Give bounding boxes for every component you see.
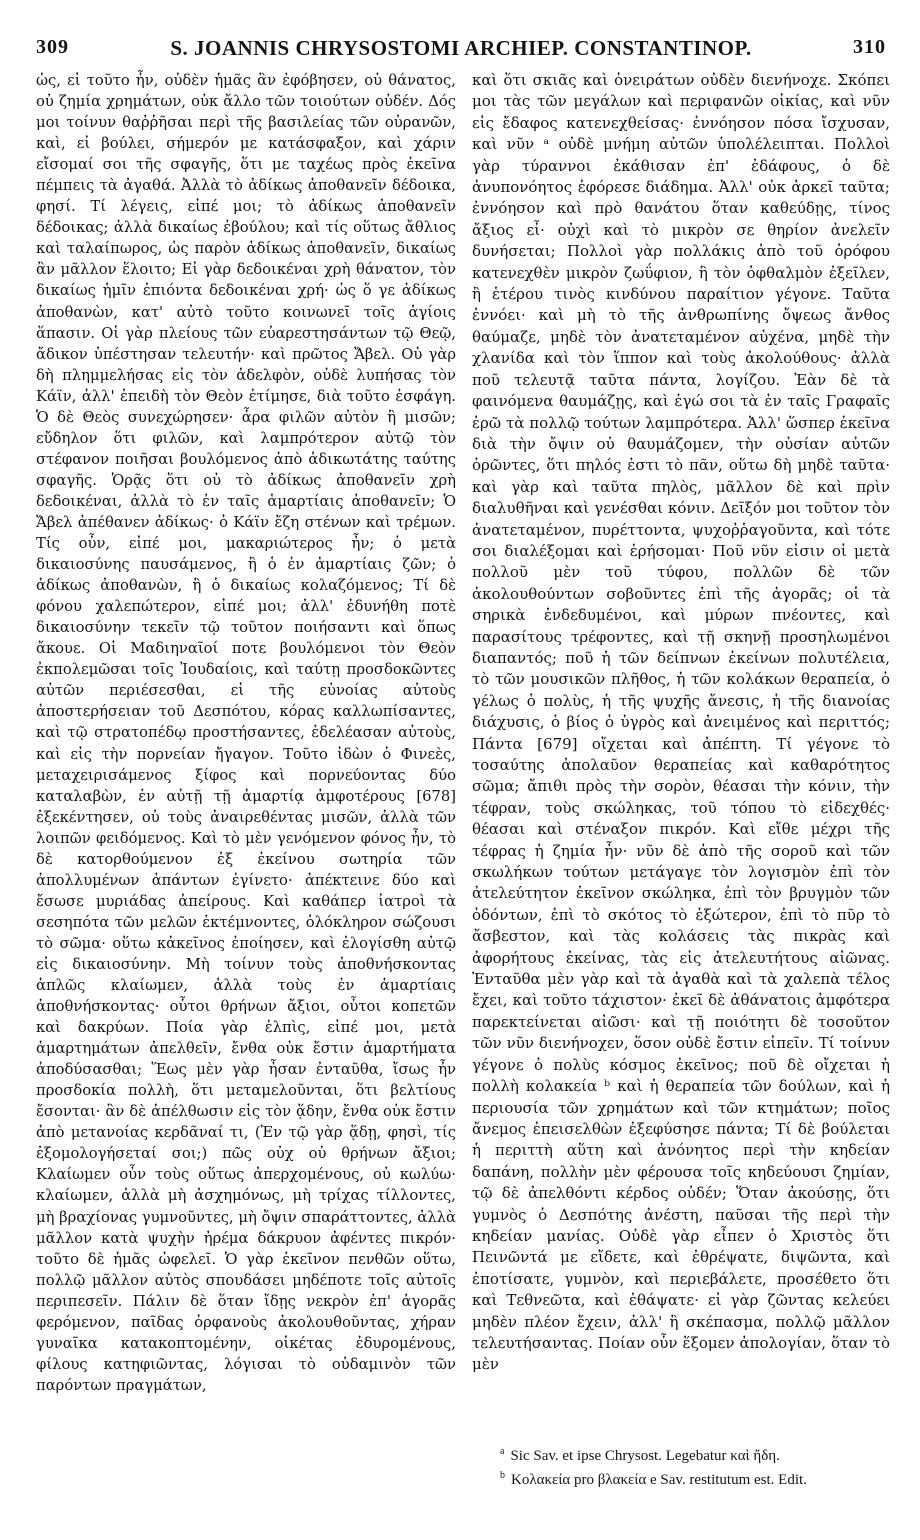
- footnote-mark: b: [500, 1470, 505, 1481]
- right-column-text: καὶ ὅτι σκιᾶς καὶ ὀνειράτων οὐδὲν διενήνοχε. Σκόπει μοι τὰς τῶν μεγάλων καὶ περιφανῶν οἰκίας, καὶ νῦν εἰς ἔδαφος κατενεχθείσας· ἐννόησον πόσα ἴσχυσαν, καὶ νῦν ᵃ οὐδὲ μνήμη αὐτῶν ὑπολέλειπται. Πολλοὶ γὰρ τύραννοι ἐκάθισαν ἐπ' ἐδάφους, ὁ δὲ ἀνυπονόητος ἐφόρεσε διάδημα. Ἀλλ' οὐκ ἀρκεῖ ταῦτα; ἐννόησον καὶ πρὸ θανάτου ὅταν καθεύδῃς, τίνος ἄξιος εἶ· οὐχὶ καὶ τὸ μικρὸν σε θηρίον ἀνελεῖν δυνήσεται; Πολλοὶ γὰρ πολλάκις ἀπὸ τοῦ ὀρόφου κατενεχθὲν μικρὸν ζωΰφιον, ἢ τὸν ὀφθαλμὸν ἐξεῖλεν, ἢ ἑτέρου τινὸς κινδύνου παραίτιον γέγονε. Ταῦτα ἐννόει· καὶ μὴ τὸ τῆς ἀνθρωπίνης ὄψεως ἄνθος θαύμαζε, μηδὲ τὸν ἀνατεταμένον αὐχένα, μηδὲ τὴν χλανίδα καὶ τὸν ἵππον καὶ τοὺς ἀκολούθους· ἀλλὰ ποῦ τελευτᾷ ταῦτα πάντα, λογίζου. Ἐὰν δὲ τὰ φαινόμενα θαυμάζῃς, καὶ ἐγώ σοι τὰ ἐν ταῖς Γραφαῖς ἐρῶ τὰ πολλῷ τούτων λαμπρότερα. Ἀλλ' ὥσπερ ἐκεῖνα διὰ τὴν ὄψιν οὐ θαυμάζομεν, τὴν οὐσίαν αὐτῶν ὁρῶντες, ὅτι πηλός ἐστι τὸ πᾶν, οὕτω δὴ μηδὲ ταῦτα· καὶ γὰρ καὶ ταῦτα πηλὸς, μᾶλλον δὲ καὶ πρὶν διαλυθῆναι καὶ γενέσθαι κόνιν. Δεῖξόν μοι τοῦτον τὸν ἀνατεταμένον, πυρέττοντα, ψυχοῤῥαγοῦντα, καὶ τότε σοι διαλέξομαι καὶ ἐρήσομαι· Ποῦ νῦν εἰσιν οἱ μετὰ πολλοῦ μὲν τοῦ τύφου, πολλῶν δὲ τῶν ἀκολουθούντων σοβοῦντες ἐπὶ τῆς ἀγορᾶς; οἱ τὰ σηρικὰ ἐνδεδυμένοι, καὶ μύρων πνέοντες, καὶ παρασίτους τρέφοντες, καὶ τῇ σκηνῇ προσηλωμένοι διαπαντός; ποῦ ἡ τῶν δείπνων ἐκείνων πολυτέλεια, τὸ τῶν μουσικῶν πλῆθος, ἡ τῶν κολάκων θεραπεία, ὁ γέλως ὁ πολὺς, ἡ τῆς ψυχῆς ἄνεσις, ἡ τῆς διανοίας διάχυσις, ὁ βίος ὁ ὑγρὸς καὶ ἀνειμένος καὶ περιττός; Πάντα [679] οἴχεται καὶ ἀπέπτη. Τί γέγονε τὸ τοσαύτης ἀπολαῦον θεραπείας καὶ καθαρότητος σῶμα; ἄπιθι πρὸς τὴν σορὸν, θέασαι τὴν κόνιν, τὴν τέφραν, τοὺς σκώληκας, τοῦ τόπου τὸ εἰδεχθές· θέασαι καὶ στέναξον πικρόν. Καὶ εἴθε μέχρι τῆς τέφρας ἡ ζημία ἦν· νῦν δὲ ἀπὸ τῆς σοροῦ καὶ τῶν σκωλήκων τούτων μετάγαγε τὸν λογισμὸν ἐπὶ τὸν ἀτελεύτητον ἐκεῖνον σκώληκα, ἐπὶ τὸν βρυγμὸν τῶν ὀδόντων, ἐπὶ τὸ σκότος τὸ ἐξώτερον, ἐπὶ τὸ πῦρ τὸ ἄσβεστον, καὶ τὰς κολάσεις τὰς πικρὰς καὶ ἀφορήτους ἐκείνας, τὰς εἰς ἀτελευτήτους αἰῶνας. Ἐνταῦθα μὲν γὰρ καὶ τὰ ἀγαθὰ καὶ τὰ χαλεπὰ τέλος ἔχει, καὶ τοῦτο τάχιστον· ἐκεῖ δὲ ἀθάνατοις ἀμφότερα παρεκτείνεται αἰῶσι· καὶ τῇ ποιότητι δὲ τοσοῦτον τῶν νῦν διενήνοχεν, ὅσον οὐδὲ ἔστιν εἰπεῖν. Τί τοίνυν γέγονε ὁ πολὺς κόσμος ἐκεῖνος; ποῦ δὲ οἴχεται ἡ πολλὴ κολακεία ᵇ καὶ ἡ θεραπεία τῶν δούλων, καὶ ἡ περιουσία τῶν χρημάτων καὶ τῶν κτημάτων; ποῖος ἄνεμος ἐπεισελθὼν ἐξεφύσησε πάντα; Τί δὲ βούλεται ἡ περιττὴ αὕτη καὶ ἀνόνητος περὶ τὴν κηδείαν δαπάνη, πολλὴν μὲν φέρουσα τοῖς κηδεύουσι ζημίαν, τῷ δὲ ἀπελθόντι κέρδος οὐδέν; Ὅταν ἀκούσῃς, ὅτι γυμνὸς ὁ Δεσπότης ἀνέστη, παῦσαι τῆς περὶ τὴν κηδείαν μανίας. Οὐδὲ γὰρ εἶπεν ὁ Χριστὸς ὅτι Πεινῶντά με εἴδετε, καὶ ἐθρέψατε, διψῶντα, καὶ ἐποτίσατε, γυμνὸν, καὶ περιεβάλετε, προσέθετο ὅτι καὶ Τεθνεῶτα, καὶ ἐθάψατε· εἰ γὰρ ζῶντας κελεύει μηδὲν πλέον ἔχειν, ἀλλ' ἢ σκέπασμα, πολλῷ μᾶλλον τελευτήσαντας. Ποίαν οὖν ἕξομεν ἀπολογίαν, ὅταν τὸ μὲν: [472, 71, 890, 1374]
- footnotes: [500, 1442, 890, 1490]
- footnote-text: Κολακεία pro βλακεία e Sav. restitutum est. Edit.: [511, 1472, 807, 1488]
- left-text-column: [36, 70, 456, 1396]
- right-page-number: 310: [853, 36, 886, 58]
- left-column-text: ὡς, εἰ τοῦτο ἦν, οὐδὲν ἡμᾶς ἂν ἐφόβησεν, οὐ θάνατος, οὐ ζημία χρημάτων, οὐκ ἄλλο τῶν τοιούτων οὐδέν. Δός μοι τοίνυν θαῤῥῆσαι περὶ τῆς βασιλείας τῶν οὐρανῶν, καὶ, εἰ βούλει, σήμερόν με κατάσφαξον, καὶ χάριν εἴσομαί σοι τῆς σφαγῆς, ὅτι με ταχέως πρὸς ἐκεῖνα πέμπεις τὰ ἀγαθά. Ἀλλὰ τὸ ἀδίκως ἀποθανεῖν δέδοικα, φησί. Τί λέγεις, εἰπέ μοι; τὸ ἀδίκως ἀποθανεῖν δέδοικας; ἀλλὰ δικαίως ἐβούλου; καὶ τίς οὕτως ἄθλιος καὶ ταλαίπωρος, ὡς παρὸν ἀδίκως ἀποθανεῖν, δικαίως ἂν μᾶλλον ἕλοιτο; Εἰ γὰρ δεδοικέναι χρὴ θάνατον, τὸν δικαίως ἡμῖν ἐπιόντα δεδοικέναι χρή· ὡς ὅ γε ἀδίκως ἀποθανὼν, κατ' αὐτὸ τοῦτο κοινωνεῖ τοῖς ἁγίοις ἅπασιν. Οἱ γὰρ πλείους τῶν εὐαρεστησάντων τῷ Θεῷ, ἄδικον ὑπέστησαν τελευτήν· καὶ πρῶτος Ἄβελ. Οὐ γὰρ δὴ πλημμελήσας εἰς τὸν ἀδελφὸν, οὐδὲ λυπήσας τὸν Κάϊν, ἀλλ' ἐπειδὴ τὸν Θεὸν ἐτίμησε, διὰ τοῦτο ἐσφάγη. Ὁ δὲ Θεὸς συνεχώρησεν· ἆρα φιλῶν αὐτὸν ἢ μισῶν; εὔδηλον ὅτι φιλῶν, καὶ λαμπρότερον αὐτῷ τὸν στέφανον ποιῆσαι βουλόμενος ἀπὸ ἀδικωτάτης ταύτης σφαγῆς. Ὁρᾷς ὅτι οὐ τὸ ἀδίκως ἀποθανεῖν χρὴ δεδοικέναι, ἀλλὰ τὸ ἐν ταῖς ἁμαρτίαις ἀποθανεῖν; Ὁ Ἄβελ ἀπέθανεν ἀδίκως· ὁ Κάϊν ἔζη στένων καὶ τρέμων. Τίς οὖν, εἰπέ μοι, μακαριώτερος ἦν; ὁ μετὰ δικαιοσύνης παυσάμενος, ἢ ὁ ἐν ἁμαρτίαις ζῶν; ὁ ἀδίκως ἀποθανὼν, ἢ ὁ δικαίως κολαζόμενος; Τί δὲ φόνου χαλεπώτερον, εἰπέ μοι; ἀλλ' ἐδυνήθη ποτὲ δικαιοσύνην τεκεῖν τῷ τοῦτον ποιήσαντι καὶ ὅπως ἄκουε. Οἱ Μαδιηναῖοί ποτε βουλόμενοι τὸν Θεὸν ἐκπολεμῶσαι τοῖς Ἰουδαίοις, καὶ ταύτῃ προσδοκῶντες αὐτῶν περιέσεσθαι, εἰ τῆς εὐνοίας αὐτοὺς ἀποστερήσειαν τοῦ Δεσπότου, κόρας καλλωπίσαντες, καὶ τῷ στρατοπέδῳ προστήσαντες, ἐδελέασαν αὐτοὺς, καὶ εἰς τὴν πορνείαν ἤγαγον. Τοῦτο ἰδὼν ὁ Φινεὲς, μεταχειρισάμενος ξίφος καὶ πορνεύοντας δύο καταλαβὼν, ἐν αὐτῇ τῇ ἁμαρτίᾳ ἀμφοτέρους [678] ἐξεκέντησεν, οὐ τοὺς ἀναιρεθέντας μισῶν, ἀλλὰ τῶν λοιπῶν φειδόμενος. Καὶ τὸ μὲν γενόμενον φόνος ἦν, τὸ δὲ κατορθούμενον ἐξ ἐκείνου σωτηρία τῶν ἀπολλυμένων ἁπάντων ἐγίνετο· ἀπέκτεινε δύο καὶ ἔσωσε μυριάδας ἀπείρους. Καὶ καθάπερ ἰατροὶ τὰ σεσηπότα τῶν μελῶν ἐκτέμνοντες, ὁλόκληρον σώζουσι τὸ σῶμα· οὕτω κἀκεῖνος ἐποίησεν, καὶ ἐλογίσθη αὐτῷ εἰς δικαιοσύνην. Μὴ τοίνυν τοὺς ἀποθνήσκοντας ἁπλῶς κλαίωμεν, ἀλλὰ τοὺς ἐν ἁμαρτίαις ἀποθνήσκοντας· οὗτοι θρήνων ἄξιοι, οὗτοι κοπετῶν καὶ δακρύων. Ποία γὰρ ἐλπὶς, εἰπέ μοι, μετὰ ἁμαρτημάτων ἀπελθεῖν, ἔνθα οὐκ ἔστιν ἁμαρτήματα ἀποδύσασθαι; Ἕως μὲν γὰρ ἦσαν ἐνταῦθα, ἴσως ἦν προσδοκία πολλὴ, ὅτι μεταμελοῦνται, ὅτι βελτίους ἔσονται· ἂν δὲ ἀπέλθωσιν εἰς τὸν ᾅδην, ἔνθα οὐκ ἔστιν ἀπὸ μετανοίας κερδᾶναί τι, (Ἐν τῷ γὰρ ᾅδῃ, φησὶ, τίς ἐξομολογήσεταί σοι;) πῶς οὐχ οὐ θρήνων ἄξιοι; Κλαίωμεν οὖν τοὺς οὕτως ἀπερχομένους, οὐ κωλύω· κλαίωμεν, ἀλλὰ μὴ ἀσχημόνως, μὴ τρίχας τίλλοντες, μὴ βραχίονας γυμνοῦντες, μὴ ὄψιν σπαράττοντες, ἀλλὰ μᾶλλον κατὰ ψυχὴν ἠρέμα δάκρυον ἀφέντες πικρόν· τοῦτο δὲ ἡμᾶς ὠφελεῖ. Ὁ γὰρ ἐκεῖνον πενθῶν οὕτω, πολλῷ μᾶλλον αὐτὸς σπουδάσει μηδέποτε τοῖς αὐτοῖς περιπεσεῖν. Πάλιν δὲ ὅταν ἴδῃς νεκρὸν ἐπ' ἀγορᾶς φερόμενον, παῖδας ὀρφανοὺς ἀκολουθοῦντας, χήραν γυναῖκα κατακοπτομένην, οἰκέτας ἐδυρομένους, φίλους κατηφιῶντας, λόγισαι τὸ οὐδαμινὸν τῶν παρόντων πραγμάτων,: [36, 72, 456, 1394]
- right-text-column: [472, 70, 890, 1376]
- footnote-mark: a: [500, 1446, 505, 1457]
- page-header: [36, 36, 886, 66]
- footnote-b: [500, 1466, 890, 1490]
- footnote-text: Sic Sav. et ipse Chrysost. Legebatur καὶ ἤδη.: [510, 1448, 780, 1464]
- footnote-a: [500, 1442, 890, 1466]
- left-page-number: 309: [36, 36, 69, 58]
- running-title: S. JOANNIS CHRYSOSTOMI ARCHIEP. CONSTANTINOP.: [170, 36, 752, 60]
